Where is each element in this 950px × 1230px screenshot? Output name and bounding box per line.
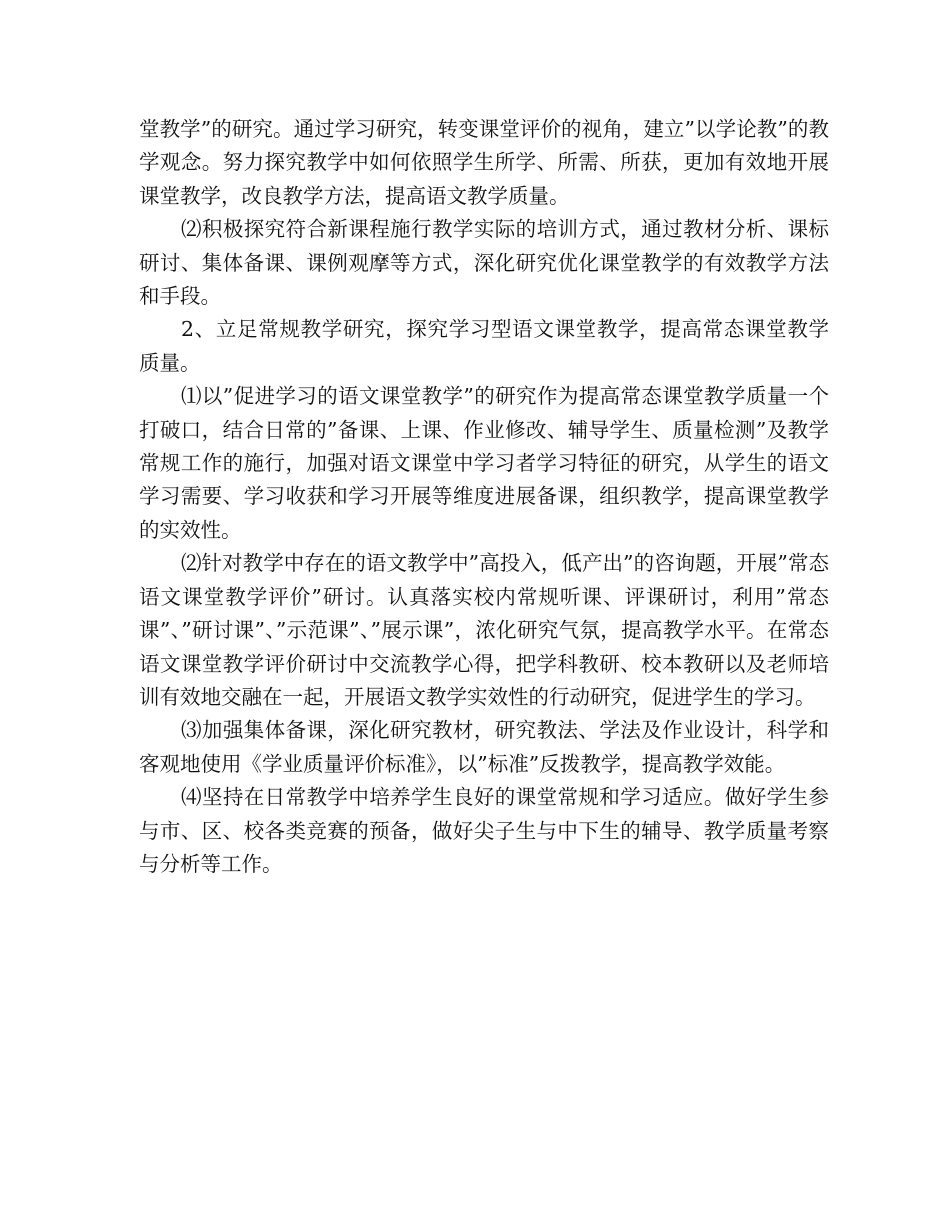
paragraph-item-2: ⑵积极探究符合新课程施行教学实际的培训方式，通过教材分析、课标研讨、集体备课、课例观摩等方式，深化研究优化课堂教学的有效教学方法和手段。 xyxy=(139,217,829,309)
paragraph-item-1: ⑴以”促进学习的语文课堂教学”的研究作为提高常态课堂教学质量一个打破口，结合日常的”备课、上课、作业修改、辅导学生、质量检测”及教学常规工作的施行，加强对语文课堂中学习者学习特征的研究，从学生的语文学习需要、学习收获和学习开展等维度进展备课，组织教学，提高课堂教学的实效性。 xyxy=(139,384,829,542)
document-body xyxy=(139,113,829,881)
paragraph-item-3: ⑶加强集体备课，深化研究教材，研究教法、学法及作业设计，科学和客观地使用《学业质量评价标准》，以”标准”反拨教学，提高教学效能。 xyxy=(139,718,829,776)
paragraph-item-4: ⑷坚持在日常教学中培养学生良好的课堂常规和学习适应。做好学生参与市、区、校各类竞赛的预备，做好尖子生与中下生的辅导、教学质量考察与分析等工作。 xyxy=(139,785,829,876)
section-heading-2: 2、立足常规教学研究，探究学习型语文课堂教学，提高常态课堂教学质量。 xyxy=(139,317,829,375)
paragraph-item-2b: ⑵针对教学中存在的语文教学中”高投入，低产出”的咨询题，开展”常态语文课堂教学评价”研讨。认真落实校内常规听课、评课研讨，利用”常态课”、”研讨课”、”示范课”、”展示课”，浓化研究气氛，提高教学水平。在常态语文课堂教学评价研讨中交流教学心得，把学科教研、校本教研以及老师培训有效地交融在一起，开展语文教学实效性的行动研究，促进学生的学习。 xyxy=(139,551,829,709)
paragraph-continuation: 堂教学”的研究。通过学习研究，转变课堂评价的视角，建立”以学论教”的教学观念。努力探究教学中如何依照学生所学、所需、所获，更加有效地开展课堂教学，改良教学方法，提高语文教学质量。 xyxy=(139,117,829,208)
